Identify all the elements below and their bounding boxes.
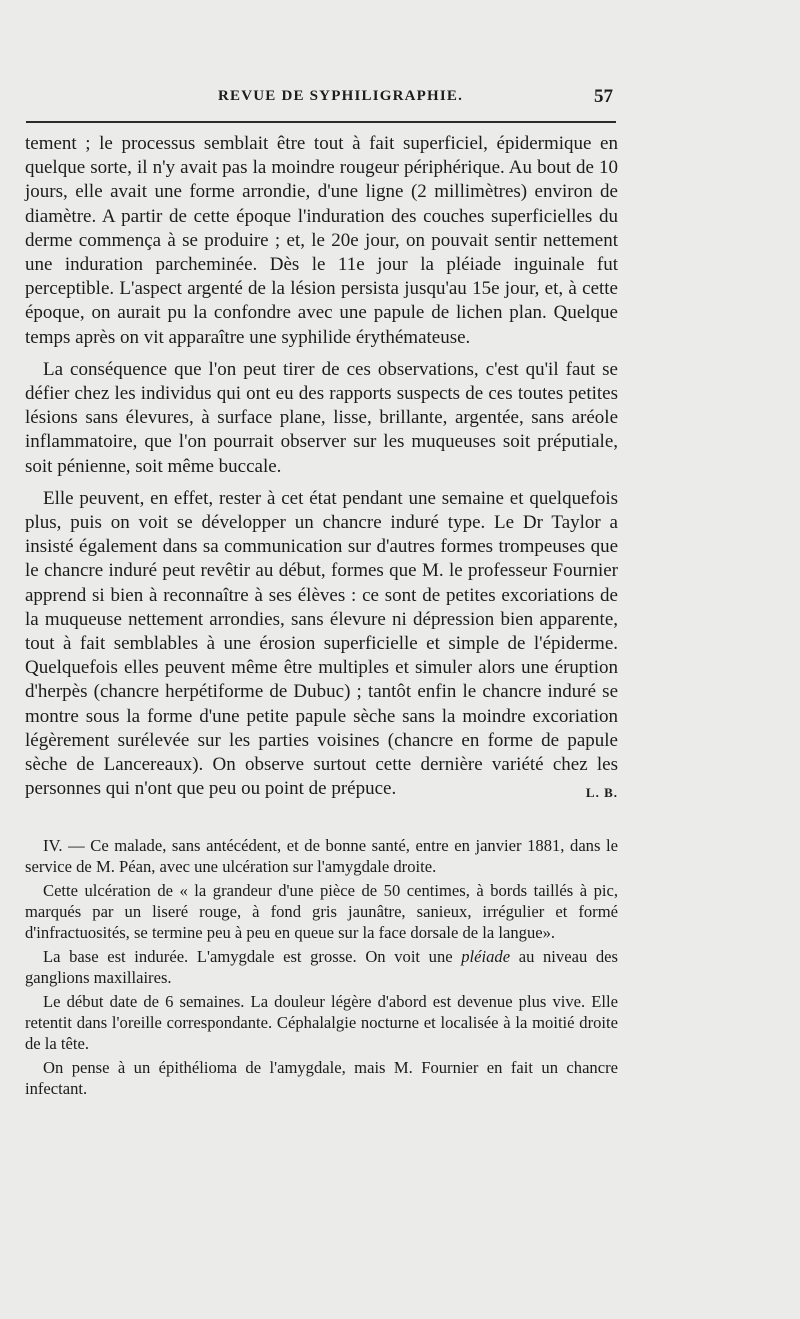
- case-emphasis-word: pléiade: [461, 947, 511, 967]
- case-diagnosis: On pense à un épithélioma de l'amygdale, mais M. Fournier en fait un chancre infectant.: [25, 1058, 618, 1099]
- author-signature: L. B.: [585, 785, 618, 801]
- case-ulceration-description: Cette ulcération de « la grandeur d'une pièce de 50 centimes, à bords taillés à pic, marqués par un liseré rouge, à fond gris jaunâtre, sanieux, irrégulier et formé d'infractuosités, se termine peu à peu en queue sur la face dorsale de la langue».: [25, 881, 618, 943]
- case-intro: [25, 835, 618, 877]
- case-base-induration: [25, 946, 618, 988]
- paragraph-consequence: La conséquence que l'on peut tirer de ces observations, c'est qu'il faut se défier chez les individus qui ont eu des rapports suspects de ces toutes petites lésions sans élevures, à surface plane, lisse, brillante, argentée, sans aréole inflammatoire, que l'on pourrait observer sur les muqueuses soit préputiale, soit pénienne, soit même buccale.: [25, 358, 618, 477]
- page-number: 57: [594, 86, 613, 107]
- running-title: REVUE DE SYPHILIGRAPHIE.: [218, 88, 464, 104]
- case-base-text: La base est indurée. L'amygdale est grosse. On voit une: [43, 947, 462, 967]
- case-onset: Le début date de 6 semaines. La douleur légère d'abord est devenue plus vive. Elle retentit dans l'oreille correspondante. Céphalalgie nocturne et localisée à la moitié droite de la tête.: [25, 992, 618, 1054]
- main-text: [25, 132, 618, 801]
- case-intro-text: — Ce malade, sans antécédent, et de bonne santé, entre en janvier 1881, dans le service de M. Péan, avec une ulcération sur l'amygdale droite.: [25, 836, 618, 877]
- case-numeral: IV.: [43, 836, 63, 856]
- case-report: [25, 835, 618, 1099]
- paragraph-continuation: tement ; le processus semblait être tout à fait superficiel, épidermique en quelque sorte, il n'y avait pas la moindre rougeur périphérique. Au bout de 10 jours, elle avait une forme arrondie, d'une ligne (2 millimètres) environ de diamètre. A partir de cette époque l'induration des couches superficielles du derme commença à se produire ; et, le 20e jour, on pouvait sentir nettement une induration parcheminée. Dès le 11e jour la pléiade inguinale fut perceptible. L'aspect argenté de la lésion persista jusqu'au 15e jour, et, à cette époque, on aurait pu la confondre avec une papule de lichen plan. Quelque temps après on vit apparaître une syphilide érythémateuse.: [25, 133, 618, 348]
- section-separator: [25, 801, 618, 835]
- case-base-text-end: au niveau des ganglions maxillaires.: [25, 947, 618, 988]
- paragraph-chancre-forms: [25, 487, 618, 802]
- header-rule: [26, 121, 616, 123]
- page-body: [25, 132, 618, 1099]
- running-head: [0, 88, 800, 112]
- paragraph-chancre-forms-text: Elle peuvent, en effet, rester à cet état pendant une semaine et quelquefois plus, puis on voit se développer un chancre induré type. Le Dr Taylor a insisté également dans sa communication sur d'autres formes trompeuses que le chancre induré peut revêtir au début, formes que M. le professeur Fournier apprend si bien à reconnaître à ses élèves : ce sont de petites excoriations de la muqueuse nettement arrondies, sans élevure ni dépression bien apparente, tout à fait semblables à une érosion superficielle et simple de l'épiderme. Quelquefois elles peuvent même être multiples et simuler alors une éruption d'herpès (chancre herpétiforme de Dubuc) ; tantôt enfin le chancre induré se montre sous la forme d'une petite papule sèche sans la moindre excoriation légèrement surélevée sur les parties voisines (chancre en forme de papule sèche de Lancereaux). On observe surtout cette dernière variété chez les personnes qui n'ont que peu ou point de prépuce.: [25, 487, 618, 800]
